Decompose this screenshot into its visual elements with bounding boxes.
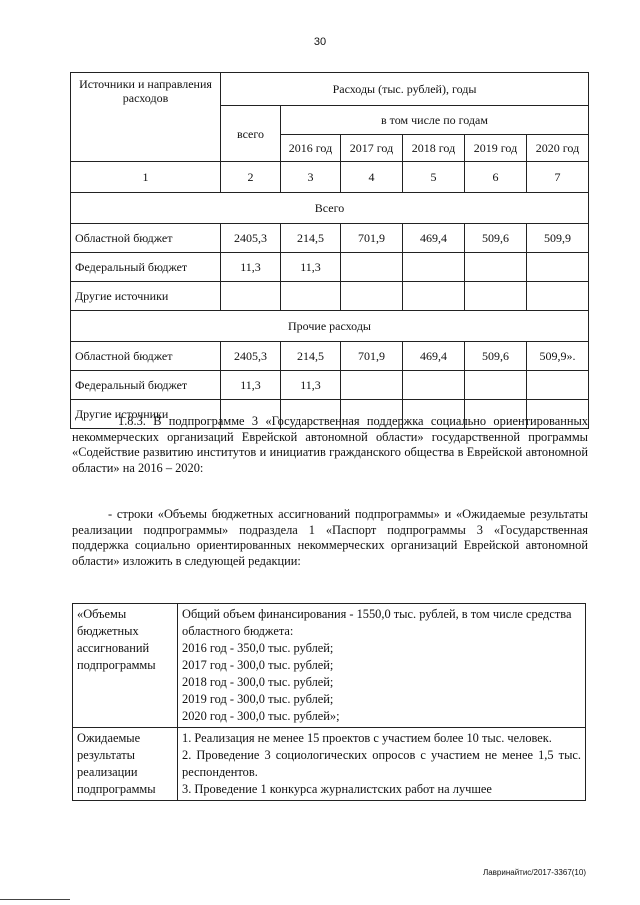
expenses-header: Расходы (тыс. рублей), годы — [221, 73, 589, 106]
cell-value: 11,3 — [221, 371, 281, 400]
budget-table — [70, 72, 589, 429]
section-title: Всего — [71, 193, 589, 224]
cell-value — [527, 282, 589, 311]
funding-line: 2019 год - 300,0 тыс. рублей; — [182, 692, 334, 706]
row-label: Другие источники — [71, 400, 221, 429]
cell-value: 469,4 — [403, 342, 465, 371]
cell-value — [465, 371, 527, 400]
cell-value — [403, 282, 465, 311]
passport-row-label: Ожидаемые результаты реализации подпрограммы — [73, 728, 178, 801]
passport-row-label: «Объемы бюджетных ассигнований подпрограммы — [73, 604, 178, 728]
margin-rule — [0, 899, 70, 900]
column-index: 7 — [527, 162, 589, 193]
total-column-header: всего — [221, 106, 281, 162]
cell-value — [341, 253, 403, 282]
column-index: 2 — [221, 162, 281, 193]
table-row — [71, 282, 589, 311]
row-label: Федеральный бюджет — [71, 371, 221, 400]
cell-value: 701,9 — [341, 224, 403, 253]
funding-line: 2017 год - 300,0 тыс. рублей; — [182, 658, 334, 672]
cell-value — [527, 371, 589, 400]
table-row — [73, 728, 586, 801]
cell-value — [403, 253, 465, 282]
year-header: 2016 год — [281, 135, 341, 162]
cell-value — [341, 282, 403, 311]
cell-value — [527, 253, 589, 282]
funding-line: 2020 год - 300,0 тыс. рублей»; — [182, 709, 340, 723]
passport-row-content — [178, 728, 586, 801]
cell-value: 214,5 — [281, 224, 341, 253]
year-header: 2018 год — [403, 135, 465, 162]
table-row — [73, 604, 586, 728]
cell-value: 509,6 — [465, 342, 527, 371]
cell-value: 2405,3 — [221, 224, 281, 253]
row-label: Областной бюджет — [71, 224, 221, 253]
year-header: 2020 год — [527, 135, 589, 162]
cell-value — [465, 282, 527, 311]
page-number: 30 — [313, 36, 327, 48]
result-line: 1. Реализация не менее 15 проектов с участием более 10 тыс. человек. — [182, 731, 552, 745]
paragraph-amendment: 1.8.3. В подпрограмме 3 «Государственная поддержка социально ориентированных некоммерческих организаций Еврейской автономной области» государственной программы «Содействие развитию институтов и инициатив гражданского общества в Еврейской автономной области» на 2016 – 2020: — [72, 414, 588, 475]
column-index: 4 — [341, 162, 403, 193]
column-index: 3 — [281, 162, 341, 193]
by-years-header: в том числе по годам — [281, 106, 589, 135]
year-header: 2017 год — [341, 135, 403, 162]
cell-value — [281, 282, 341, 311]
cell-value: 214,5 — [281, 342, 341, 371]
row-label: Федеральный бюджет — [71, 253, 221, 282]
cell-value — [403, 371, 465, 400]
cell-value — [341, 371, 403, 400]
funding-line: 2016 год - 350,0 тыс. рублей; — [182, 641, 334, 655]
cell-value — [465, 253, 527, 282]
result-line: 2. Проведение 3 социологических опросов с участием не менее 1,5 тыс. респондентов. — [182, 748, 581, 779]
funding-line: Общий объем финансирования - 1550,0 тыс. рублей, в том числе средства областного бюджета: — [182, 607, 572, 638]
column-index: 5 — [403, 162, 465, 193]
paragraph-instruction: - строки «Объемы бюджетных ассигнований подпрограммы» и «Ожидаемые результаты реализации подпрограммы» подраздела 1 «Паспорт подпрограммы 3 «Государственная поддержка социально ориентированных некоммерческих организаций Еврейской автономной области» изложить в следующей редакции: — [72, 507, 588, 568]
passport-table — [72, 603, 586, 801]
cell-value: 509,9». — [527, 342, 589, 371]
cell-value — [221, 282, 281, 311]
year-header: 2019 год — [465, 135, 527, 162]
cell-value: 701,9 — [341, 342, 403, 371]
row-label: Другие источники — [71, 282, 221, 311]
cell-value: 11,3 — [281, 371, 341, 400]
column-index: 6 — [465, 162, 527, 193]
table-row — [71, 371, 589, 400]
cell-value: 509,6 — [465, 224, 527, 253]
result-line: 3. Проведение 1 конкурса журналистских работ на лучшее — [182, 782, 492, 796]
cell-value: 469,4 — [403, 224, 465, 253]
table-row — [71, 253, 589, 282]
cell-value: 11,3 — [281, 253, 341, 282]
section-title: Прочие расходы — [71, 311, 589, 342]
column-index-row — [71, 162, 589, 193]
funding-line: 2018 год - 300,0 тыс. рублей; — [182, 675, 334, 689]
source-column-header: Источники и направления расходов — [71, 73, 221, 162]
passport-row-content — [178, 604, 586, 728]
table-row — [71, 224, 589, 253]
document-footer: Лавринайтис/2017-3367(10) — [482, 868, 586, 877]
cell-value: 509,9 — [527, 224, 589, 253]
row-label: Областной бюджет — [71, 342, 221, 371]
cell-value: 2405,3 — [221, 342, 281, 371]
column-index: 1 — [71, 162, 221, 193]
table-row — [71, 342, 589, 371]
cell-value: 11,3 — [221, 253, 281, 282]
